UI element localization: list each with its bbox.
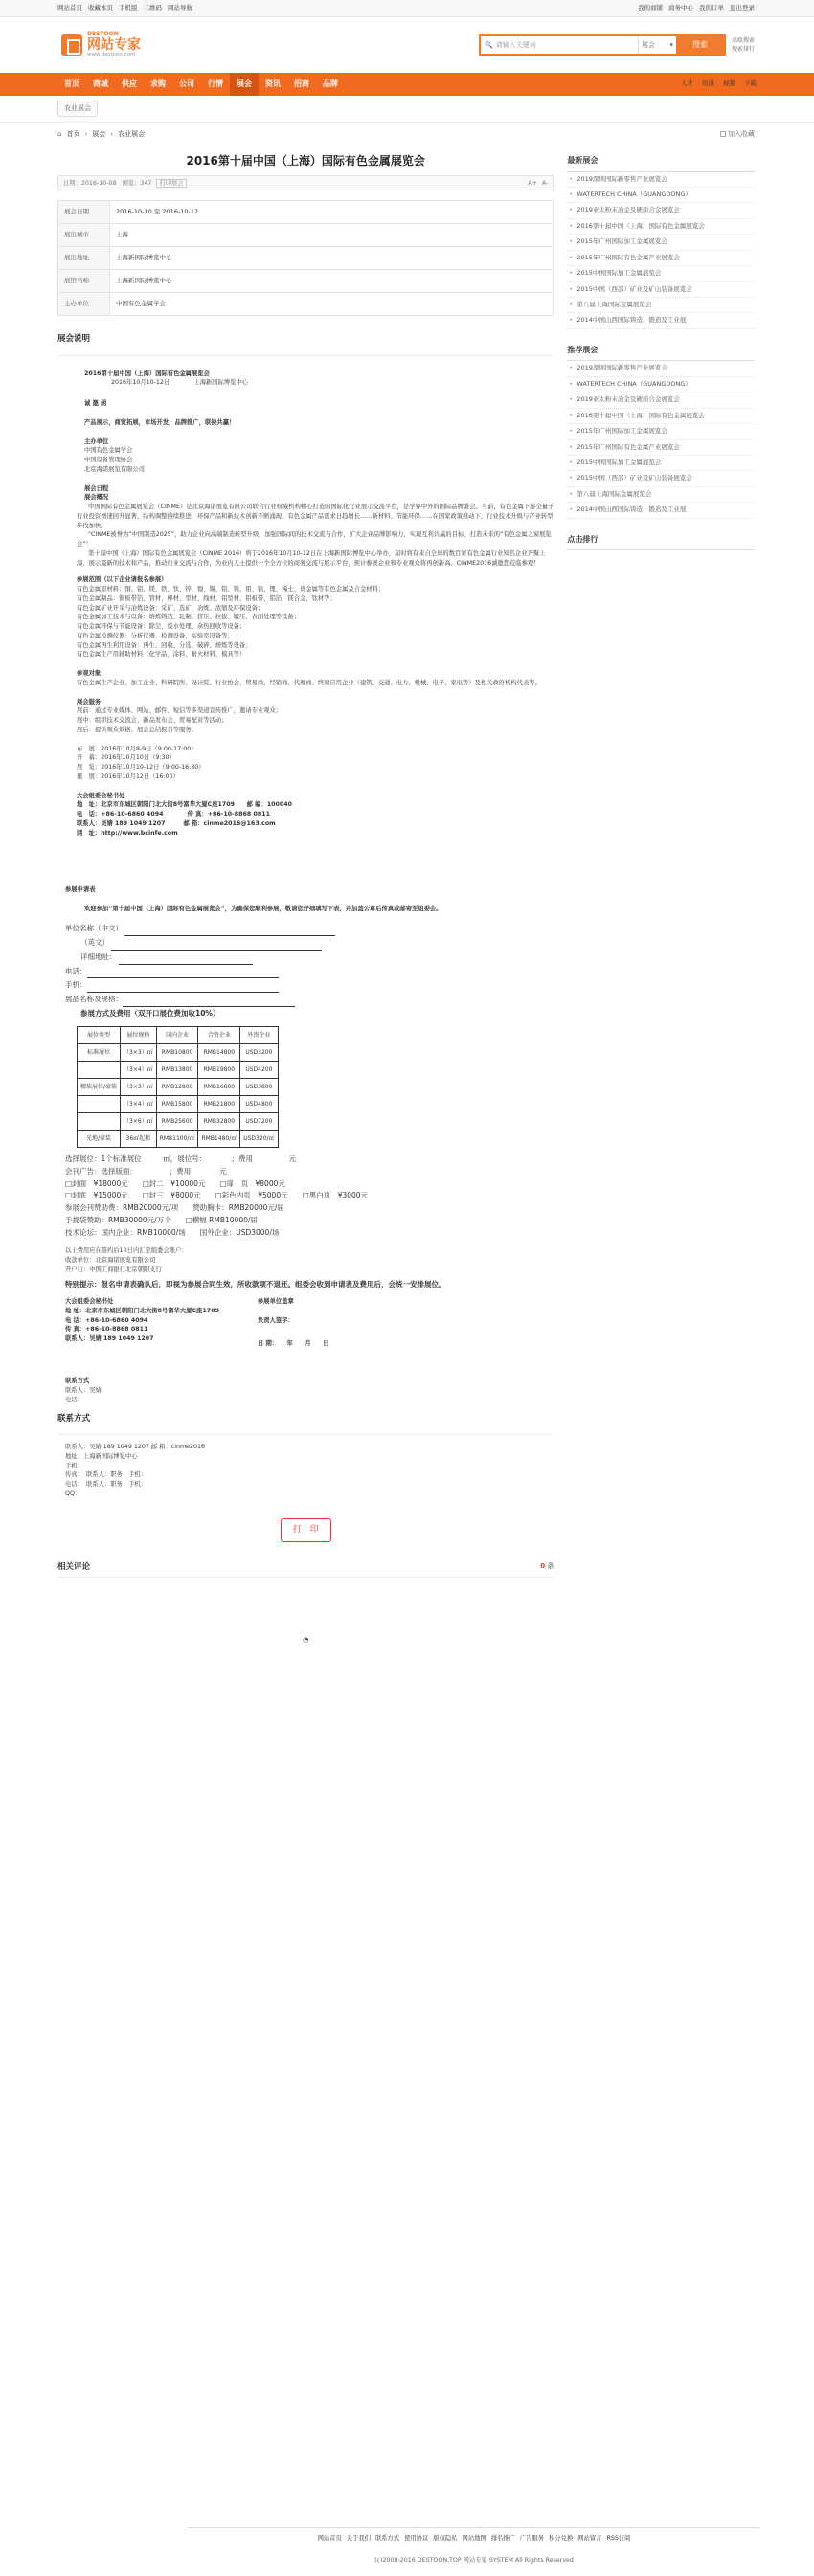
price-cell: USD4800 — [240, 1096, 278, 1113]
sidebar-rec-title: 推荐展会 — [567, 339, 755, 362]
nav-right-link[interactable]: 知道 — [702, 79, 714, 88]
contact-address: 地 址：北京市东城区朝阳门北大街8号富华大厦C座1709 邮 编：100040 — [77, 801, 293, 809]
footer-link[interactable]: 排名推广 — [490, 2535, 515, 2542]
scope-item: 有色金属矿业开采与冶炼设备：采矿、选矿、冶炼、浓缩及环保设备； — [77, 604, 264, 612]
price-cell: RMB21800 — [198, 1096, 240, 1113]
price-cell: USD4200 — [240, 1062, 278, 1079]
bank-name: 收款单位：北京海诺展览有限公司 — [65, 1257, 156, 1265]
price-title: 参展方式及费用（双开口展位费加收10%） — [80, 1009, 220, 1019]
price-row — [78, 1079, 279, 1096]
breadcrumb-category[interactable]: 农业展会 — [118, 129, 146, 138]
footer-link[interactable]: 网站留言 — [577, 2535, 602, 2542]
info-value: 上海新国际博览中心 — [110, 247, 554, 270]
sidebar-rec-item[interactable]: • 2019亚太粉末冶金及硬质合金展览会 — [567, 392, 755, 408]
search-button[interactable]: 搜索 — [676, 36, 724, 54]
footer-link[interactable]: RSS订阅 — [606, 2535, 631, 2542]
subnav-item[interactable]: 农业展会 — [57, 101, 98, 116]
schedule-item: 布 展：2016年10月8-9日（9:00-17:00） — [77, 745, 197, 752]
date-label: 日期： — [63, 179, 81, 187]
sign-organizer: 大会组委会秘书处 — [65, 1298, 114, 1306]
nav-item[interactable]: 求购 — [150, 79, 166, 88]
form-field[interactable] — [111, 936, 322, 951]
price-cell: （3×6）㎡ — [121, 1113, 157, 1131]
info-row — [58, 270, 554, 293]
form-field[interactable] — [124, 922, 335, 936]
breadcrumb-home[interactable]: 首页 — [66, 129, 80, 138]
invitation-heading: 诚 邀 函 — [84, 400, 107, 408]
scope-item: 有色金属原材料：铜、铝、镁、铁、钛、锌、镍、锡、铅、钨、钼、钴、锂、稀土、贵金属等有色金属及合金材料； — [77, 586, 385, 594]
topbar-link[interactable]: 手机版 — [119, 3, 138, 11]
scope-item: 有色金属制品：铜板带箔、管材、棒材、型材、线材、铝型材、铝板带、铝箔、镁合金、钛材等； — [77, 594, 336, 602]
add-favorite-button[interactable] — [720, 129, 755, 139]
logo-url: www.destoon.com — [87, 52, 136, 58]
price-cell: 标准展位 — [78, 1044, 121, 1062]
price-cell: RMB25600 — [156, 1113, 198, 1131]
sidebar-new-item[interactable]: • 2015年广州国际加工金属展览会 — [567, 235, 755, 250]
scope-item: 有色金属加工技术与设备：熔炼铸造、轧制、挤压、拉拔、锻压、表面处理等设备； — [77, 614, 300, 621]
sidebar-new-item[interactable]: • 2015年广州国际有色金属产业展览会 — [567, 251, 755, 266]
search-icon: 🔍 — [484, 40, 493, 49]
comments-count: 0 — [540, 1561, 546, 1570]
info-value: 2016-10-10 至 2016-10-12 — [110, 201, 554, 224]
info-key: 展馆名称 — [58, 270, 110, 293]
footer-link[interactable]: 联系方式 — [374, 2535, 400, 2542]
scope-item: 有色金属环保与节能设备：除尘、废水处理、余热回收等设备； — [77, 623, 246, 631]
schedule-item: 开 幕：2016年10月10日（9:30） — [77, 754, 175, 762]
sidebar-new-item[interactable]: • 2014中国山西国际铸造、锻造及工业展 — [567, 313, 755, 328]
topbar-link[interactable]: 我的商铺 — [638, 3, 663, 11]
sidebar-rec-item[interactable]: • 2015年广州国际加工金属展览会 — [567, 424, 755, 439]
footer-link[interactable]: 网站首页 — [317, 2535, 342, 2542]
price-cell: USD320/㎡ — [240, 1131, 278, 1148]
sign-signature: 负责人签字： — [257, 1316, 294, 1324]
price-header: 合资企业 — [198, 1027, 240, 1044]
footer-link[interactable]: 关于我们 — [346, 2535, 371, 2542]
main-nav — [0, 73, 814, 96]
info-row — [58, 224, 554, 247]
print-button[interactable]: 打 印 — [281, 1518, 331, 1542]
sidebar-new-item[interactable]: • 2019亚太粉末冶金及硬质合金展览会 — [567, 203, 755, 218]
site-logo[interactable] — [61, 31, 141, 60]
copyright: (c)2008-2016 DESTOON.TOP 网站专家 SYSTEM All Rights Reserved — [374, 2557, 574, 2565]
footer-link[interactable]: 版权隐私 — [433, 2535, 458, 2542]
content-subtitle: 2016年10月10-12日 上海新国际博览中心 — [111, 379, 249, 387]
nav-item[interactable]: 供应 — [122, 79, 137, 88]
price-header: 展位类型 — [78, 1027, 121, 1044]
price-cell: RMB16800 — [198, 1079, 240, 1096]
intro-paragraph: “CINME被誉为“中国制造2025”，助力企业向高端制造转型升级，加强国际间的技术交流与合作，扩大企业品牌影响力，实现互利共赢的目标，打造未来的“有色金属之窗展览会”！ — [77, 531, 552, 549]
info-value: 中国有色金属学会 — [110, 293, 554, 316]
form-label: 展品名称及规格： — [65, 995, 123, 1004]
contact-line: 地址：上海新国际博览中心 — [65, 1452, 138, 1460]
price-cell: RMB32800 — [198, 1113, 240, 1131]
logo-cn: 网站专家 — [87, 37, 141, 54]
logo-en: DESTOON — [87, 30, 119, 37]
contact-small — [57, 1377, 554, 1404]
header — [0, 17, 814, 73]
sidebar-rec-item[interactable]: • 2015中国国际加工金属展览会 — [567, 456, 755, 471]
chevron-down-icon: ▾ — [669, 40, 673, 49]
schedule-item: 撤 展：2016年10月12日（16:00） — [77, 773, 179, 780]
price-row — [78, 1096, 279, 1113]
print-tag[interactable]: 打印展会 — [156, 179, 186, 188]
home-icon: ⌂ — [57, 129, 62, 138]
price-cell: （3×4）㎡ — [121, 1062, 157, 1079]
info-row — [58, 201, 554, 224]
add-favorite-label: 加入收藏 — [728, 129, 755, 138]
topbar-link[interactable]: 网站导航 — [168, 3, 192, 11]
article-title: 2016第十届中国（上海）国际有色金属展览会 — [186, 154, 425, 168]
contact-line: 传真： 联系人：职务：手机： — [65, 1471, 147, 1479]
sidebar-new-item[interactable]: • 2016第十届中国（上海）国际有色金属展览会 — [567, 219, 755, 235]
article-date: 2016-10-08 — [80, 179, 117, 187]
advanced-search-link[interactable]: 高级搜索 — [731, 37, 755, 44]
sign-address: 地 址：北京市东城区朝阳门北大街8号富华大厦C座1709 — [65, 1307, 219, 1314]
nav-item[interactable]: 展会 — [230, 73, 259, 96]
contact-line: 联系人：吴婧 189 1049 1207 邮 箱：cinme2016 — [65, 1444, 205, 1451]
form-field[interactable] — [87, 978, 279, 993]
price-cell: （3×3）㎡ — [121, 1079, 157, 1096]
price-header: 外资企业 — [240, 1027, 278, 1044]
price-cell: （3×4）㎡ — [121, 1096, 157, 1113]
topbar-link[interactable]: 网站首页 — [57, 3, 82, 11]
ad-options: □封面 ¥18000元 □封二 ¥10000元 □扉 页 ¥8000元 — [65, 1178, 285, 1188]
search-placeholder: 请输入关键词 — [495, 40, 536, 49]
scope-item: 有色金属检测仪器：分析仪器、检测设备、实验室设备等； — [77, 632, 234, 639]
tech-forum: 技术论坛：国内企业：RMB10000/场 国外企业：USD3000/场 — [65, 1227, 280, 1237]
form-field[interactable] — [123, 993, 295, 1007]
info-key: 展出地址 — [58, 247, 110, 270]
service-item: 展前：通过专业媒体、网站、邮件、短信等多渠道宣传推广，邀请专业观众； — [77, 707, 283, 715]
slogan: 产品展示，商贸拓展，市场开发，品牌推广，联袂共赢！ — [84, 418, 236, 426]
service-item: 展后：提供观众数据、展会总结报告等服务。 — [77, 726, 197, 733]
application-form — [57, 885, 554, 1348]
form-label: 手机： — [65, 980, 87, 990]
sidebar-new-item[interactable]: • 2015中国国际加工金属展览会 — [567, 266, 755, 281]
sub-nav — [0, 96, 814, 123]
price-cell: 光地/豪装 — [78, 1131, 121, 1148]
sign-phone: 电 话：+86-10-6860 4094 — [65, 1316, 148, 1324]
search-input[interactable] — [481, 36, 638, 54]
booth-select: 选择展位：1个标准展位 ㎡，展位号： ；费用 元 — [65, 1154, 297, 1164]
intro-paragraph: 第十届中国（上海）国际有色金属展览会（CINME 2016）将于2016年10月10-12日在上海新国际博览中心举办，届时将有来自全球的数百家有色金属行业知名企业齐聚上海，展示最新的技术和产品，推动行业交流与合作，为业内人士提供一个全方位的商务交流与展示平台，预计参展企业和专业观众将再创新高。CINME2016诚邀您莅临参观！ — [77, 549, 546, 567]
price-cell: RMB14800 — [198, 1044, 240, 1062]
sponsor-options: 参展会刊赞助费：RMB20000元/项 赞助胸卡：RMB20000元/届 — [65, 1203, 284, 1213]
ad-select: 会刊广告：选择版面： ；费用 元 — [65, 1166, 227, 1176]
intro-subtitle: 展会概况 — [84, 494, 109, 502]
topbar-link[interactable]: 收藏本页 — [88, 3, 113, 11]
search-category-label: 展会 — [641, 40, 655, 49]
info-value: 上海新国际博览中心 — [110, 270, 554, 293]
sidebar-rec-item[interactable]: • WATERTECH CHINA（GUANGDONG） — [567, 377, 755, 392]
price-row — [78, 1131, 279, 1148]
footer-link[interactable]: 网站地图 — [462, 2535, 486, 2542]
content-title: 2016第十届中国（上海）国际有色金属展览会 — [84, 370, 210, 377]
breadcrumb-expo[interactable]: 展会 — [92, 129, 106, 138]
sidebar-new-title: 最新展会 — [567, 149, 755, 172]
price-cell: 36㎡起租 — [121, 1131, 157, 1148]
price-cell: 精装展位/豪装 — [78, 1079, 121, 1096]
sidebar-rec-item[interactable]: • 2015年广州国际有色金属产业展览会 — [567, 440, 755, 456]
price-cell: RMB10800 — [156, 1044, 198, 1062]
contact-web: 网 址：http://www.bcinfe.com — [77, 829, 178, 837]
breadcrumb — [0, 123, 814, 146]
nav-item[interactable]: 商城 — [93, 79, 108, 88]
scope-title: 参展范围（以下企业请报名参展） — [77, 576, 168, 584]
contact-small-person: 联系人：吴婧 — [65, 1387, 102, 1395]
sidebar-rec-item[interactable]: • 第八届上海国际金属展览会 — [567, 487, 755, 503]
nav-item[interactable]: 公司 — [179, 79, 194, 88]
info-key: 展会日期 — [58, 201, 110, 224]
form-label: 电话： — [65, 966, 87, 975]
section-title: 展会说明 — [57, 316, 554, 355]
contact-line: 电话： 联系人：职务：手机： — [65, 1481, 147, 1489]
topbar-link[interactable]: 商务中心 — [668, 3, 693, 11]
form-field[interactable] — [119, 951, 253, 965]
payment-remark: 以上费用应在签约后10日内汇至组委会账户： — [65, 1247, 188, 1255]
form-label: 详细地址： — [80, 952, 117, 961]
nav-item[interactable]: 资讯 — [265, 79, 281, 88]
service-title: 展会服务 — [77, 698, 102, 706]
info-value: 上海 — [110, 224, 554, 247]
price-cell: RMB12800 — [156, 1079, 198, 1096]
price-row — [78, 1062, 279, 1079]
contact-small-phone: 电话： — [65, 1396, 83, 1403]
schedule-item: 展 览：2016年10月10-12日（9:00-16:30） — [77, 764, 205, 772]
logo-icon — [61, 34, 82, 56]
price-header: 展位规格 — [121, 1027, 157, 1044]
ad-options: □封底 ¥15000元 □封三 ¥8000元 □彩色内页 ¥5000元 □黑白页 ¥3000元 — [65, 1191, 369, 1200]
price-cell: RMB1100/㎡ — [156, 1131, 198, 1148]
price-row — [78, 1044, 279, 1062]
font-increase-button[interactable]: A+ — [528, 179, 537, 187]
scope-item: 有色金属生产用辅助材料（化学品、涂料、耐火材料、模具等） — [77, 651, 246, 659]
info-key: 主办单位 — [58, 293, 110, 316]
breadcrumb-sep: › — [84, 129, 88, 138]
nav-right-link[interactable]: 人才 — [681, 79, 693, 88]
contact-mobile: 联系人：吴婧 189 1049 1207 邮 箱：cinme2016@163.com — [77, 819, 276, 827]
price-cell: USD3800 — [240, 1079, 278, 1096]
loading-icon: ◔ — [303, 1635, 309, 1644]
form-intro: 欢迎参加“第十届中国（上海）国际有色金属展览会”，为确保您顺利参展，敬请您仔细填写下表，并加盖公章后传真或邮寄至组委会。 — [84, 906, 442, 913]
intro-paragraph: 中国国际有色金属展览会（CINME）是北京海诺展览有限公司联合行业权威机构精心打造的国际化行业展示交流平台，是学界中外的国际品牌盛会。当前，有色金属下游全量子行业投资增速回升显著，结构调整持续推进，环保产品和新技术创新不断涌现，有色金属产品需求日趋增长……新材料、节能环保……在国家政策推动下，行业技术升级与产业转型步伐加快。 — [77, 504, 554, 529]
top-bar — [0, 0, 814, 17]
sidebar-new-item[interactable]: • 第八届上海国际金属展览会 — [567, 298, 755, 313]
special-notice: 特别提示：报名申请表确认后，即视为参展合同生效，所收款项不退还。组委会收到申请表及费用后，会统一安排展位。 — [65, 1279, 446, 1288]
article-column — [57, 146, 554, 1645]
info-key: 展出城市 — [58, 224, 110, 247]
sidebar-rec-item[interactable]: • 2015中国（西部）矿业及矿山装备展览会 — [567, 471, 755, 486]
form-label: 单位名称（中文） — [65, 923, 123, 932]
expo-info-table — [57, 200, 554, 316]
contact-small-title: 联系方式 — [65, 1378, 90, 1385]
font-decrease-button[interactable]: A- — [541, 179, 549, 187]
price-cell: USD7200 — [240, 1113, 278, 1131]
sidebar-new-item[interactable]: • WATERTECH CHINA（GUANGDONG） — [567, 188, 755, 203]
price-cell — [78, 1113, 121, 1131]
contact-phone: 电 话：+86-10-6860 4094 传 真：+86-10-8868 0811 — [77, 811, 271, 818]
price-table — [77, 1026, 279, 1148]
sponsor-options: 手提袋赞助：RMB30000元/万个 □横幅 RMB10000/届 — [65, 1215, 258, 1224]
contact-title: 大会组委会秘书处 — [77, 792, 125, 799]
intro-title: 展会日程 — [84, 484, 109, 492]
price-cell: USD3200 — [240, 1044, 278, 1062]
price-cell: RMB15800 — [156, 1096, 198, 1113]
nav-item[interactable]: 首页 — [64, 79, 79, 88]
sidebar-hot-title: 点击排行 — [567, 528, 755, 551]
views-label: 浏览： — [122, 179, 141, 187]
topbar-link[interactable]: 退出登录 — [730, 3, 755, 11]
audience-title: 参观对象 — [77, 670, 102, 678]
sign-date: 日 期： 年 月 日 — [257, 1339, 329, 1347]
sign-exhibitor: 参展单位盖章 — [257, 1298, 294, 1306]
nav-item[interactable]: 品牌 — [323, 79, 338, 88]
sidebar-rec-item[interactable]: • 2019深圳国际新零售产业展览会 — [567, 361, 755, 376]
nav-right-link[interactable]: 下载 — [744, 79, 757, 88]
footer-link[interactable]: 积分兑换 — [549, 2535, 574, 2542]
price-header: 国内企业 — [156, 1027, 198, 1044]
sign-contact: 联系人：吴婧 189 1049 1207 — [65, 1335, 154, 1343]
topbar-link[interactable]: 我的订单 — [699, 3, 724, 11]
nav-right-link[interactable]: 视频 — [723, 79, 735, 88]
price-cell — [78, 1096, 121, 1113]
info-row — [58, 247, 554, 270]
organizers-title: 主办单位 — [84, 437, 109, 445]
form-field[interactable] — [87, 965, 279, 979]
comments-title: 相关评论 — [57, 1561, 91, 1572]
sidebar-rec-item[interactable]: • 2014中国山西国际铸造、锻造及工业展 — [567, 503, 755, 518]
organizer: 中国有色金属学会 — [84, 447, 133, 455]
bank-account: 开户行：中国工商银行北京朝阳支行 — [65, 1266, 162, 1273]
image-placeholder-icon — [720, 131, 726, 137]
article-views: 347 — [140, 179, 152, 187]
price-cell: （3×3）㎡ — [121, 1044, 157, 1062]
organizer: 中国设备管理协会 — [84, 457, 133, 464]
sidebar-rec-item[interactable]: • 2016第十届中国（上海）国际有色金属展览会 — [567, 409, 755, 424]
contact-section-title: 联系方式 — [57, 1405, 554, 1435]
sidebar — [567, 146, 755, 1645]
comments-unit: 条 — [547, 1561, 554, 1570]
price-cell: RMB13800 — [156, 1062, 198, 1079]
price-cell: RMB19800 — [198, 1062, 240, 1079]
footer-link[interactable]: 广告服务 — [519, 2535, 545, 2542]
search-area — [479, 34, 755, 56]
sidebar-new-item[interactable]: • 2015中国（西部）矿业及矿山装备展览会 — [567, 282, 755, 298]
nav-item[interactable]: 行情 — [208, 79, 223, 88]
breadcrumb-sep: › — [110, 129, 114, 138]
audience-text: 有色金属生产企业、加工企业、科研院所、设计院、行业协会、贸易商、经销商、代理商、终端应用企业（建筑、交通、电力、机械、电子、家电等）及相关政府机构代表等。 — [77, 679, 541, 686]
scope-item: 有色金属再生利用设备：再生、回收、分选、破碎、熔炼等设备； — [77, 641, 252, 649]
search-category-select[interactable] — [638, 36, 676, 54]
organizer: 北京海诺展览有限公司 — [84, 465, 145, 473]
topbar-link[interactable]: 二维码 — [143, 3, 162, 11]
footer — [188, 2527, 760, 2565]
service-item: 展中：组织技术交流会、新品发布会、贸易配对等活动； — [77, 717, 228, 725]
info-row — [58, 293, 554, 316]
form-heading: 参展申请表 — [65, 886, 96, 894]
contact-line: QQ： — [65, 1490, 81, 1497]
nav-item[interactable]: 招商 — [294, 79, 309, 88]
footer-link[interactable]: 使用协议 — [404, 2535, 429, 2542]
sidebar-new-item[interactable]: • 2019深圳国际新零售产业展览会 — [567, 172, 755, 188]
article-meta — [57, 175, 554, 190]
article-content — [57, 356, 554, 504]
sign-fax: 传 真：+86-10-8868 0811 — [65, 1326, 148, 1333]
price-row — [78, 1113, 279, 1131]
price-cell: RMB1480/㎡ — [198, 1131, 240, 1148]
price-cell — [78, 1062, 121, 1079]
search-rank-link[interactable]: 搜索排行 — [731, 46, 755, 53]
contact-line: 手机： — [65, 1462, 83, 1469]
form-label: （英文） — [80, 937, 109, 947]
